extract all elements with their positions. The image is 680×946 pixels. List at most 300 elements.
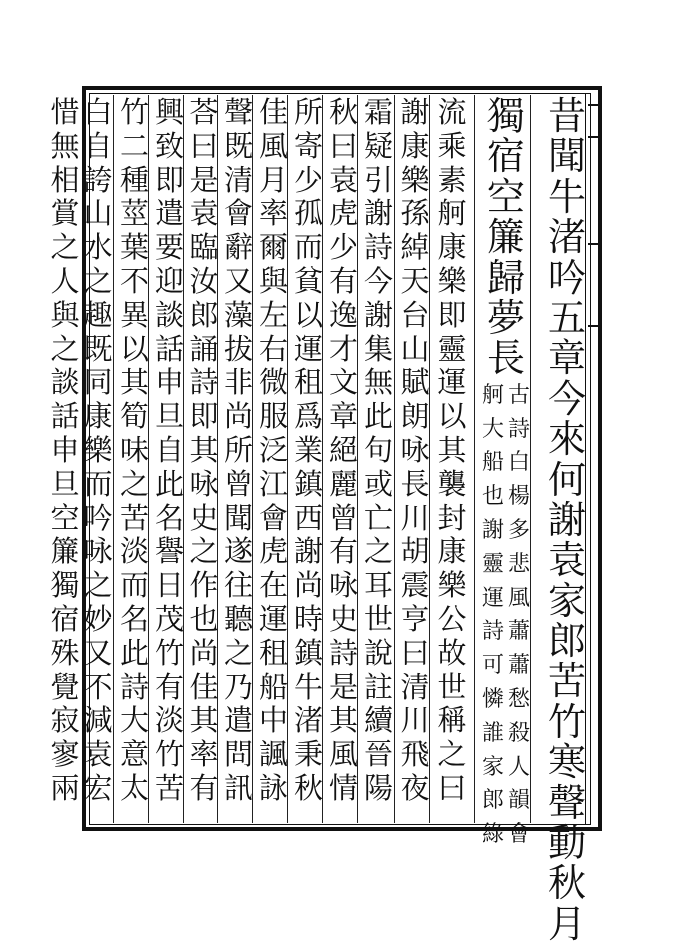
character: 所: [293, 95, 323, 129]
annotation-character: 可: [481, 653, 504, 679]
character: 微: [258, 365, 288, 400]
annotation-character: 愁: [507, 686, 530, 712]
character: 世: [437, 669, 467, 704]
character: 此: [119, 635, 149, 670]
character: 綽: [400, 230, 430, 265]
character: 素: [437, 162, 467, 197]
character: 非: [223, 365, 253, 400]
character: 即: [154, 162, 184, 197]
character: 之: [83, 263, 113, 298]
character: 寥: [50, 737, 80, 772]
character: 舸: [437, 196, 467, 231]
character: 空: [50, 500, 80, 535]
character: 風: [258, 128, 288, 163]
character: 其: [328, 703, 358, 738]
character: 所: [223, 432, 253, 467]
character: 率: [189, 737, 219, 772]
character: 山: [400, 331, 430, 366]
character: 又: [83, 635, 113, 670]
character: 既: [223, 128, 253, 163]
character: 申: [154, 365, 184, 400]
annotation-character: 也: [481, 484, 504, 510]
character: 辭: [223, 230, 253, 265]
character: 旦: [50, 466, 80, 501]
annotation-character: 多: [507, 517, 530, 543]
character: 詩: [363, 230, 393, 265]
annotation-character: 楊: [507, 484, 530, 510]
character: 乃: [223, 669, 253, 704]
character: 殊: [50, 635, 80, 670]
character: 作: [189, 568, 219, 603]
character: 名: [119, 601, 149, 636]
character: 樂: [437, 568, 467, 603]
character: 運: [293, 331, 323, 366]
character: 絕: [328, 432, 358, 467]
character: 續: [363, 703, 393, 738]
character: 夢: [486, 295, 525, 340]
character: 康: [437, 534, 467, 569]
annotation-column-right: [507, 379, 531, 852]
character: 茂: [154, 601, 184, 636]
character: 孤: [293, 196, 323, 231]
annotation-character: 殺: [507, 720, 530, 746]
character: 虎: [328, 196, 358, 231]
character: 宏: [83, 770, 113, 805]
character: 宿: [50, 601, 80, 636]
character: 藻: [223, 297, 253, 332]
character: 動: [547, 821, 586, 866]
character: 遣: [223, 703, 253, 738]
character: 話: [50, 399, 80, 434]
character: 淡: [154, 703, 184, 738]
character: 租: [258, 635, 288, 670]
character: 乘: [437, 128, 467, 163]
character: 史: [189, 500, 219, 535]
character: 迎: [154, 263, 184, 298]
character: 譽: [154, 534, 184, 569]
character: 獨: [486, 94, 525, 138]
text-column: [540, 94, 594, 946]
character: 竹: [119, 95, 149, 129]
character: 竹: [154, 635, 184, 670]
character: 話: [154, 331, 184, 366]
character: 味: [119, 432, 149, 467]
character: 曰: [189, 128, 219, 163]
character: 中: [258, 703, 288, 738]
character: 飛: [400, 737, 430, 772]
character: 賦: [400, 365, 430, 400]
annotation-character: 船: [481, 450, 504, 476]
character: 謝: [293, 534, 323, 569]
character: 康: [400, 128, 430, 163]
character: 苦: [119, 500, 149, 535]
character: 月: [547, 901, 586, 946]
character: 問: [223, 737, 253, 772]
character: 清: [223, 162, 253, 197]
character: 少: [293, 162, 323, 197]
character: 意: [119, 737, 149, 772]
character: 之: [223, 635, 253, 670]
character: 今: [547, 376, 586, 421]
character: 此: [154, 466, 184, 501]
character: 曰: [400, 635, 430, 670]
character: 其: [189, 432, 219, 467]
character: 也: [189, 601, 219, 636]
annotation-character: 會: [507, 822, 530, 848]
character: 有: [154, 669, 184, 704]
character: 稱: [437, 703, 467, 738]
character: 而: [293, 230, 323, 265]
character: 川: [400, 500, 430, 535]
character: 說: [363, 635, 393, 670]
character: 謝: [363, 196, 393, 231]
character: 之: [50, 230, 80, 265]
character: 泛: [258, 432, 288, 467]
character: 郎: [189, 297, 219, 332]
character: 申: [50, 432, 80, 467]
character: 襲: [437, 466, 467, 501]
character: 家: [547, 578, 586, 623]
annotation-character: 風: [507, 585, 530, 611]
character: 遂: [223, 534, 253, 569]
character: 以: [293, 297, 323, 332]
character: 月: [258, 162, 288, 197]
character: 有: [328, 534, 358, 569]
character: 聲: [547, 780, 586, 825]
character: 宿: [486, 134, 525, 179]
character: 空: [486, 174, 525, 219]
character: 率: [258, 196, 288, 231]
character: 有: [328, 263, 358, 298]
character: 之: [83, 568, 113, 603]
character: 致: [154, 128, 184, 163]
character: 亡: [363, 500, 393, 535]
character: 誇: [83, 162, 113, 197]
character: 袁: [83, 737, 113, 772]
character: 謝: [400, 95, 430, 129]
text-column: [48, 96, 82, 824]
character: 賞: [50, 196, 80, 231]
character: 昔: [547, 94, 586, 138]
character: 何: [547, 457, 586, 502]
character: 竹: [154, 737, 184, 772]
character: 少: [328, 230, 358, 265]
character: 震: [400, 568, 430, 603]
character: 吟: [547, 255, 586, 300]
character: 是: [328, 669, 358, 704]
character: 遣: [154, 196, 184, 231]
character: 秋: [293, 770, 323, 805]
character: 台: [400, 297, 430, 332]
annotation-character: 蕭: [507, 653, 530, 679]
character: 胡: [400, 534, 430, 569]
character: 又: [223, 263, 253, 298]
character: 不: [119, 263, 149, 298]
character: 曰: [328, 128, 358, 163]
character: 荅: [189, 95, 219, 129]
character: 即: [437, 297, 467, 332]
character: 咏: [189, 466, 219, 501]
character: 臨: [189, 230, 219, 265]
annotation-character: 蕭: [507, 619, 530, 645]
character: 逸: [328, 297, 358, 332]
character: 史: [328, 601, 358, 636]
character: 減: [83, 703, 113, 738]
character: 袁: [189, 196, 219, 231]
character: 租: [293, 365, 323, 400]
character: 江: [258, 466, 288, 501]
character: 無: [50, 128, 80, 163]
character: 曾: [223, 466, 253, 501]
character: 長: [486, 336, 525, 381]
character: 之: [437, 737, 467, 772]
character: 惜: [50, 95, 80, 129]
character: 寄: [293, 128, 323, 163]
annotation-character: 古: [507, 382, 530, 408]
character: 名: [154, 500, 184, 535]
character: 樂: [400, 162, 430, 197]
character: 秋: [547, 861, 586, 906]
character: 公: [437, 601, 467, 636]
character: 曾: [328, 500, 358, 535]
character: 拔: [223, 331, 253, 366]
character: 在: [258, 568, 288, 603]
character: 諷: [258, 737, 288, 772]
character: 陽: [363, 770, 393, 805]
character: 引: [363, 162, 393, 197]
character: 情: [328, 770, 358, 805]
character: 旦: [154, 399, 184, 434]
character: 牛: [547, 174, 586, 219]
character: 日: [154, 568, 184, 603]
annotation-character: 家: [481, 754, 504, 780]
character: 夜: [400, 770, 430, 805]
annotation-character: 韻: [507, 788, 530, 814]
annotation-character: 郎: [481, 788, 504, 814]
character: 同: [83, 365, 113, 400]
character: 秉: [293, 737, 323, 772]
character: 聞: [223, 500, 253, 535]
annotation-block: [481, 379, 531, 852]
character: 訊: [223, 770, 253, 805]
character: 來: [547, 417, 586, 462]
character: 聞: [547, 134, 586, 179]
character: 詩: [119, 669, 149, 704]
character: 爲: [293, 399, 323, 434]
character: 簾: [50, 534, 80, 569]
character: 章: [328, 399, 358, 434]
character: 尚: [189, 635, 219, 670]
character: 其: [119, 365, 149, 400]
character: 興: [154, 95, 184, 129]
character: 之: [50, 331, 80, 366]
character: 聽: [223, 601, 253, 636]
character: 往: [223, 568, 253, 603]
character: 白: [83, 95, 113, 129]
character: 封: [437, 500, 467, 535]
annotation-character: 舸: [481, 382, 504, 408]
character: 川: [400, 703, 430, 738]
character: 長: [400, 466, 430, 501]
character: 註: [363, 669, 393, 704]
character: 獨: [50, 568, 80, 603]
character: 聲: [223, 95, 253, 129]
character: 不: [83, 669, 113, 704]
character: 尚: [223, 399, 253, 434]
character: 以: [437, 399, 467, 434]
character: 疑: [363, 128, 393, 163]
character: 種: [119, 162, 149, 197]
character: 既: [83, 331, 113, 366]
annotation-character: 悲: [507, 551, 530, 577]
character: 五: [547, 295, 586, 340]
character: 咏: [328, 568, 358, 603]
character: 句: [363, 432, 393, 467]
character: 葉: [119, 230, 149, 265]
character: 樂: [437, 263, 467, 298]
annotation-character: 運: [481, 585, 504, 611]
character: 太: [119, 770, 149, 805]
character: 咏: [400, 432, 430, 467]
annotation-character: 憐: [481, 686, 504, 712]
character: 清: [400, 669, 430, 704]
character: 朗: [400, 399, 430, 434]
character: 莖: [119, 196, 149, 231]
character: 誦: [189, 331, 219, 366]
character: 運: [437, 365, 467, 400]
character: 趣: [83, 297, 113, 332]
character: 或: [363, 466, 393, 501]
character: 康: [83, 399, 113, 434]
character: 而: [119, 568, 149, 603]
character: 才: [328, 331, 358, 366]
character: 康: [437, 230, 467, 265]
character: 時: [293, 601, 323, 636]
character: 會: [258, 500, 288, 535]
character: 二: [119, 128, 149, 163]
character: 其: [189, 703, 219, 738]
character: 貧: [293, 263, 323, 298]
character: 左: [258, 297, 288, 332]
character: 大: [119, 703, 149, 738]
character: 袁: [547, 538, 586, 583]
character: 水: [83, 230, 113, 265]
character: 詠: [258, 770, 288, 805]
character: 談: [154, 297, 184, 332]
character: 筍: [119, 399, 149, 434]
character: 寂: [50, 703, 80, 738]
character: 渚: [547, 215, 586, 260]
annotation-character: 大: [481, 416, 504, 442]
character: 麗: [328, 466, 358, 501]
character: 竹: [547, 699, 586, 744]
annotation-character: 靈: [481, 551, 504, 577]
character: 要: [154, 230, 184, 265]
character: 故: [437, 635, 467, 670]
character: 妙: [83, 601, 113, 636]
character: 耳: [363, 568, 393, 603]
character: 業: [293, 432, 323, 467]
character: 而: [83, 466, 113, 501]
character: 佳: [189, 669, 219, 704]
character: 世: [363, 601, 393, 636]
character: 集: [363, 331, 393, 366]
annotation-column-left: [481, 379, 505, 852]
character: 謝: [363, 297, 393, 332]
character: 苦: [154, 770, 184, 805]
character: 霜: [363, 95, 393, 129]
character: 西: [293, 500, 323, 535]
character: 鎮: [293, 635, 323, 670]
text-column: [480, 94, 532, 848]
character: 渚: [293, 703, 323, 738]
character: 相: [50, 162, 80, 197]
annotation-character: 誰: [481, 720, 504, 746]
annotation-character: 詩: [481, 619, 504, 645]
character: 爾: [258, 230, 288, 265]
character: 覺: [50, 669, 80, 704]
character: 晉: [363, 737, 393, 772]
character: 與: [50, 297, 80, 332]
character: 異: [119, 297, 149, 332]
character: 章: [547, 336, 586, 381]
character: 歸: [486, 255, 525, 300]
character: 今: [363, 263, 393, 298]
character: 詩: [328, 635, 358, 670]
character: 即: [189, 399, 219, 434]
character: 虎: [258, 534, 288, 569]
character: 詩: [189, 365, 219, 400]
character: 苦: [547, 659, 586, 704]
character: 之: [189, 534, 219, 569]
character: 其: [437, 432, 467, 467]
character: 有: [189, 770, 219, 805]
character: 曰: [437, 770, 467, 805]
character: 文: [328, 365, 358, 400]
character: 人: [50, 263, 80, 298]
character: 咏: [83, 534, 113, 569]
character: 袁: [328, 162, 358, 197]
annotation-character: 綠: [481, 822, 504, 848]
character: 會: [223, 196, 253, 231]
character: 與: [258, 263, 288, 298]
annotation-character: 詩: [507, 416, 530, 442]
character: 淡: [119, 534, 149, 569]
character: 船: [258, 669, 288, 704]
character: 吟: [83, 500, 113, 535]
annotation-character: 白: [507, 450, 530, 476]
character: 郎: [547, 619, 586, 664]
character: 自: [83, 128, 113, 163]
character: 此: [363, 399, 393, 434]
character: 尚: [293, 568, 323, 603]
character: 汝: [189, 263, 219, 298]
character: 右: [258, 331, 288, 366]
character: 亨: [400, 601, 430, 636]
character: 佳: [258, 95, 288, 129]
character: 山: [83, 196, 113, 231]
character: 秋: [328, 95, 358, 129]
annotation-character: 人: [507, 754, 530, 780]
annotation-character: 謝: [481, 517, 504, 543]
character: 樂: [83, 432, 113, 467]
character: 兩: [50, 770, 80, 805]
character: 謝: [547, 497, 586, 542]
character: 談: [50, 365, 80, 400]
character: 自: [154, 432, 184, 467]
character: 是: [189, 162, 219, 197]
character: 靈: [437, 331, 467, 366]
